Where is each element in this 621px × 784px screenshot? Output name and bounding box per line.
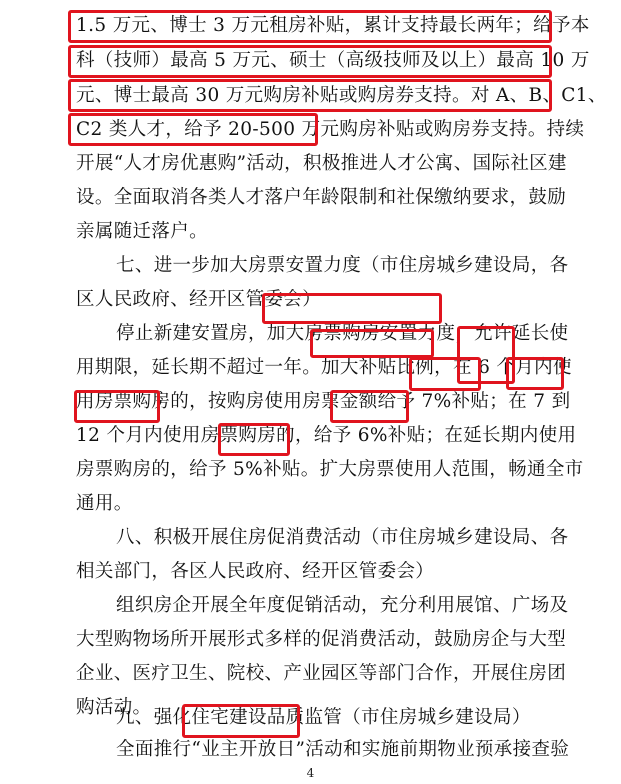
- section-heading: 七、进一步加大房票安置力度（市住房城乡建设局，各: [116, 255, 569, 276]
- highlight-box: [182, 704, 300, 738]
- text-line: 停止新建安置房，加大房票购房安置力度，允许延长使: [116, 323, 569, 344]
- section-heading: 九、强化住宅建设品质监管（市住房城乡建设局）: [116, 707, 531, 728]
- highlight-box: [330, 390, 409, 423]
- text-line: 购活动。: [76, 697, 152, 718]
- text-line: 元、博士最高 30 万元购房补贴或购房券支持。对 A、B、C1、: [76, 85, 607, 106]
- highlight-box: [74, 390, 160, 423]
- text-line: 全面推行“业主开放日”活动和实施前期物业预承接查验: [116, 739, 570, 760]
- text-line: 1.5 万元、博士 3 万元租房补贴，累计支持最长两年；给予本: [76, 15, 590, 36]
- text-line: 12 个月内使用房票购房的，给予 6%补贴；在延长期内使用: [76, 425, 577, 446]
- highlight-box: [409, 357, 481, 391]
- text-line: 通用。: [76, 493, 133, 514]
- text-line: 企业、医疗卫生、院校、产业园区等部门合作，开展住房团: [76, 663, 567, 684]
- text-line: 相关部门，各区人民政府、经开区管委会）: [76, 561, 435, 582]
- text-line: 组织房企开展全年度促销活动，充分利用展馆、广场及: [116, 595, 569, 616]
- text-line: 房票购房的，给予 5%补贴。扩大房票使用人范围，畅通全市: [76, 459, 584, 480]
- highlight-box: [68, 113, 318, 146]
- text-line: 设。全面取消各类人才落户年龄限制和社保缴纳要求，鼓励: [76, 187, 567, 208]
- page-number: 4: [306, 766, 315, 780]
- highlight-box: [68, 45, 552, 78]
- text-line: 用期限，延长期不超过一年。加大补贴比例，在 6 个月内使: [76, 357, 572, 378]
- text-line: C2 类人才，给予 20-500 万元购房补贴或购房券支持。持续: [76, 119, 585, 140]
- section-heading: 八、积极开展住房促消费活动（市住房城乡建设局、各: [116, 527, 569, 548]
- text-line: 大型购物场所开展形式多样的促消费活动，鼓励房企与大型: [76, 629, 567, 650]
- text-line: 科（技师）最高 5 万元、硕士（高级技师及以上）最高 10 万: [76, 50, 590, 71]
- text-line: 开展“人才房优惠购”活动，积极推进人才公寓、国际社区建: [76, 153, 567, 174]
- highlight-box: [218, 423, 290, 456]
- text-line: 区人民政府、经开区管委会）: [76, 289, 322, 310]
- highlight-box: [506, 357, 564, 390]
- text-line: 亲属随迁落户。: [76, 221, 208, 242]
- text-line: 用房票购房的，按购房使用房票金额给予 7%补贴；在 7 到: [76, 391, 571, 412]
- highlight-box: [262, 293, 442, 324]
- highlight-box: [310, 329, 434, 358]
- highlight-box: [68, 79, 552, 112]
- highlight-box: [68, 10, 552, 43]
